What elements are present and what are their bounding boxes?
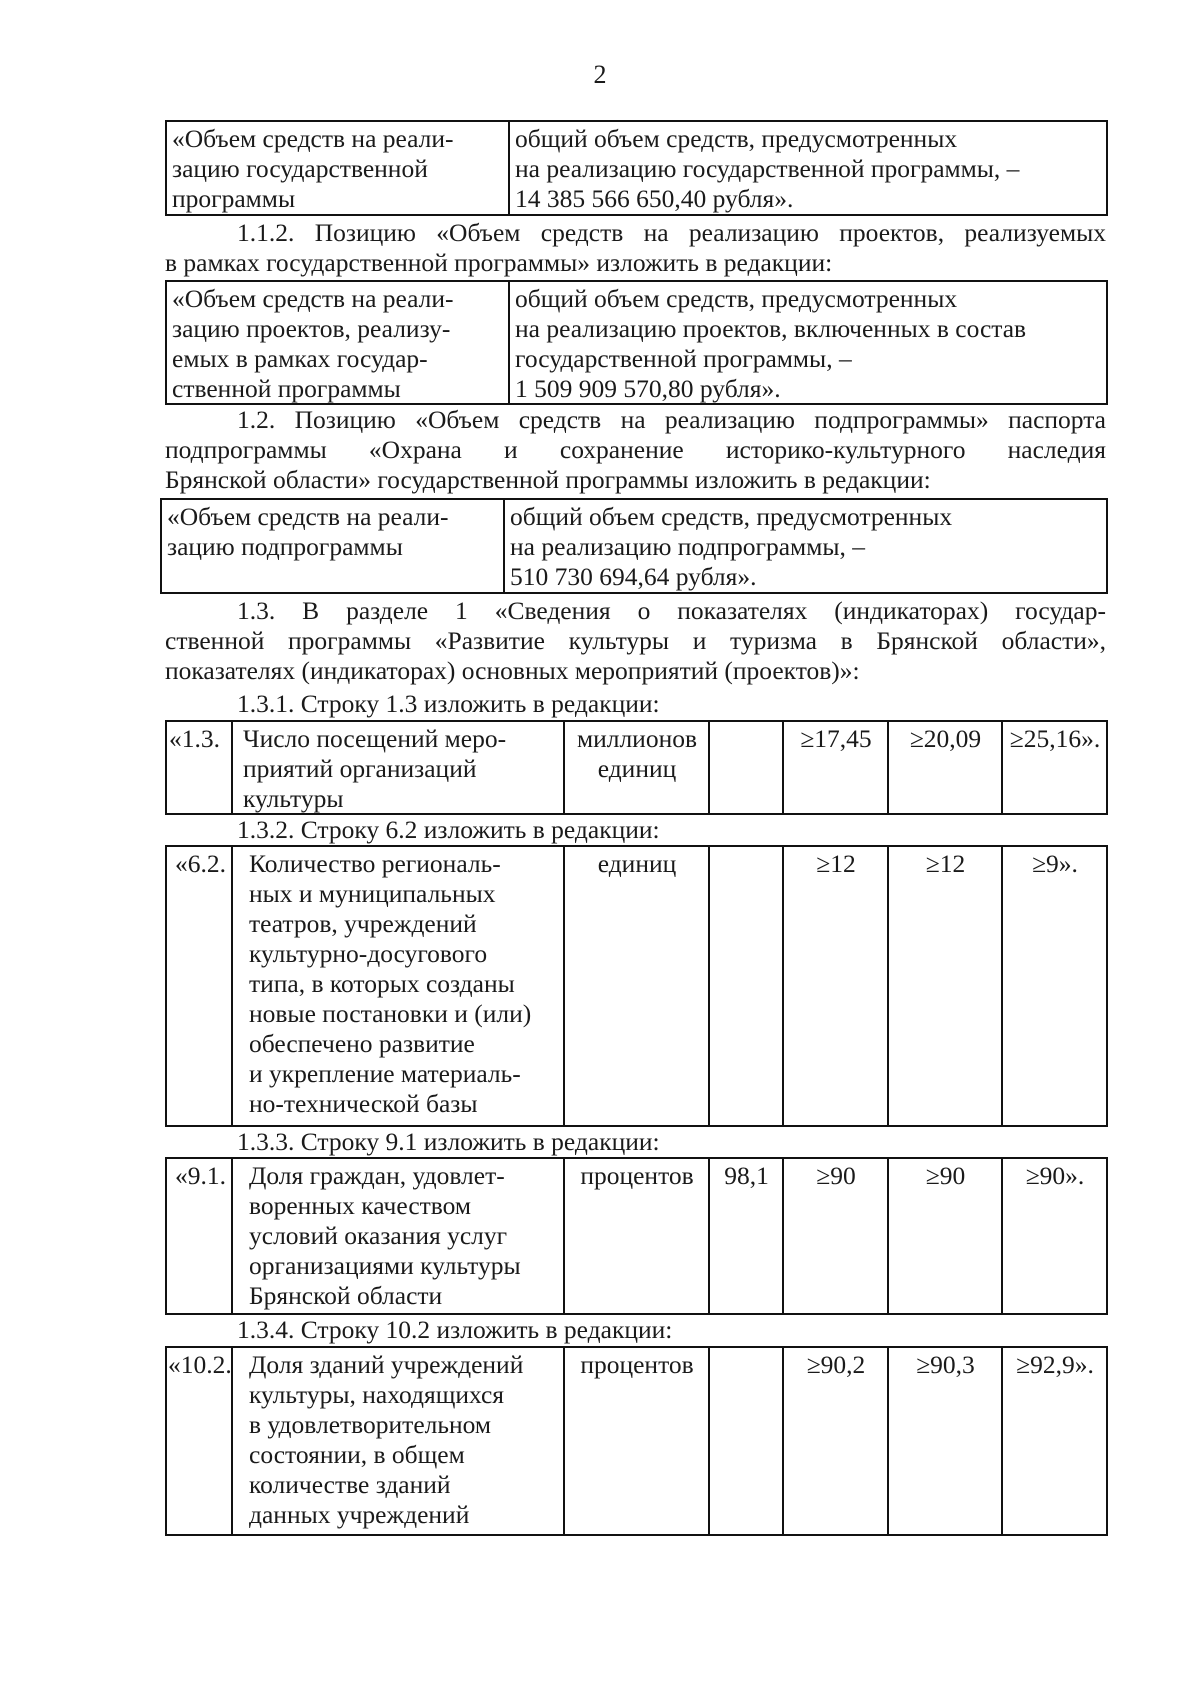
row-6-2-number: «6.2. xyxy=(167,847,233,1125)
row-6-2-name: Количество региональ- ных и муниципальных театров, учреждений культурно-досугового типа, в которых созданы новые постановки и (или) обеспечено развитие и укрепление материаль- но-технической базы xyxy=(233,847,565,1125)
row-9-1-value-3: ≥90». xyxy=(1025,1161,1085,1190)
row-9-1-number: «9.1. xyxy=(167,1159,233,1313)
row-1-3-unit: миллионов единиц xyxy=(565,722,710,813)
paragraph-1-2 xyxy=(165,405,1106,495)
paragraph-1-2-line-3: Брянской области» государственной программы изложить в редакции: xyxy=(165,465,931,494)
row-1-3-value-2: ≥20,09 xyxy=(889,722,1003,813)
projects-funds-value: общий объем средств, предусмотренных на реализацию проектов, включенных в состав государственной программы, – 1 509 909 570,80 рубля». xyxy=(515,284,1027,403)
heading-1-3-4: 1.3.4. Строку 10.2 изложить в редакции: xyxy=(237,1315,673,1344)
row-9-1-name: Доля граждан, удовлет- воренных качеством условий оказания услуг организациями культуры Брянской области xyxy=(233,1159,565,1313)
row-9-1-base-value: 98,1 xyxy=(710,1159,784,1313)
paragraph-1-1-2 xyxy=(165,218,1106,278)
paragraph-1-1-2-line-1: 1.1.2. Позицию «Объем средств на реализацию проектов, реализуемых xyxy=(237,218,1106,247)
row-9-1-value-1: ≥90 xyxy=(784,1159,889,1313)
row-10-2-value-1: ≥90,2 xyxy=(784,1348,889,1534)
row-10-2-base-value xyxy=(710,1348,784,1534)
subprogram-funds-value: общий объем средств, предусмотренных на реализацию подпрограммы, – 510 730 694,64 рубля». xyxy=(510,502,953,591)
projects-funds-label: «Объем средств на реали- зацию проектов, реализу- емых в рамках государ- ственной программы xyxy=(167,282,510,403)
table-row-1-3 xyxy=(165,720,1108,815)
row-10-2-number: «10.2. xyxy=(167,1348,233,1534)
row-6-2-value-2: ≥12 xyxy=(889,847,1003,1125)
row-6-2-value-1: ≥12 xyxy=(784,847,889,1125)
table-row-10-2 xyxy=(165,1346,1108,1536)
heading-1-3-3: 1.3.3. Строку 9.1 изложить в редакции: xyxy=(237,1127,660,1156)
row-9-1-unit: процентов xyxy=(565,1159,710,1313)
row-10-2-name: Доля зданий учреждений культуры, находящихся в удовлетворительном состоянии, в общем количестве зданий данных учреждений xyxy=(233,1348,565,1534)
row-1-3-value-1: ≥17,45 xyxy=(784,722,889,813)
row-6-2-value-3: ≥9». xyxy=(1032,849,1078,878)
paragraph-1-3-line-2: ственной программы «Развитие культуры и туризма в Брянской области», xyxy=(165,626,1106,655)
page-number: 2 xyxy=(593,60,607,89)
program-funds-label: «Объем средств на реали- зацию государственной программы xyxy=(167,122,510,214)
heading-1-3-1: 1.3.1. Строку 1.3 изложить в редакции: xyxy=(237,689,660,718)
paragraph-1-3-line-3: показателях (индикаторах) основных мероприятий (проектов)»: xyxy=(165,656,860,685)
table-program-funds xyxy=(165,120,1108,216)
table-subprogram-funds xyxy=(160,498,1108,594)
row-9-1-value-2: ≥90 xyxy=(889,1159,1003,1313)
table-row-6-2 xyxy=(165,845,1108,1127)
row-10-2-unit: процентов xyxy=(565,1348,710,1534)
row-10-2-value-3: ≥92,9». xyxy=(1016,1350,1094,1379)
row-1-3-value-3: ≥25,16». xyxy=(1009,724,1101,753)
row-6-2-unit: единиц xyxy=(565,847,710,1125)
table-row-9-1 xyxy=(165,1157,1108,1315)
row-1-3-base-value xyxy=(710,722,784,813)
paragraph-1-3-line-1: 1.3. В разделе 1 «Сведения о показателях (индикаторах) государ- xyxy=(237,596,1106,625)
row-1-3-name: Число посещений меро- приятий организаций культуры xyxy=(233,722,565,813)
paragraph-1-3 xyxy=(165,596,1106,686)
row-10-2-value-2: ≥90,3 xyxy=(889,1348,1003,1534)
subprogram-funds-label: «Объем средств на реали- зацию подпрограммы xyxy=(162,500,505,592)
table-projects-funds xyxy=(165,280,1108,405)
program-funds-value: общий объем средств, предусмотренных на реализацию государственной программы, – 14 385 566 650,40 рубля». xyxy=(515,124,1020,213)
paragraph-1-2-line-2: подпрограммы «Охрана и сохранение историко-культурного наследия xyxy=(165,435,1106,464)
row-6-2-base-value xyxy=(710,847,784,1125)
paragraph-1-1-2-line-2: в рамках государственной программы» изложить в редакции: xyxy=(165,248,833,277)
paragraph-1-2-line-1: 1.2. Позицию «Объем средств на реализацию подпрограммы» паспорта xyxy=(237,405,1106,434)
heading-1-3-2: 1.3.2. Строку 6.2 изложить в редакции: xyxy=(237,815,660,844)
row-1-3-number: «1.3. xyxy=(167,722,233,813)
